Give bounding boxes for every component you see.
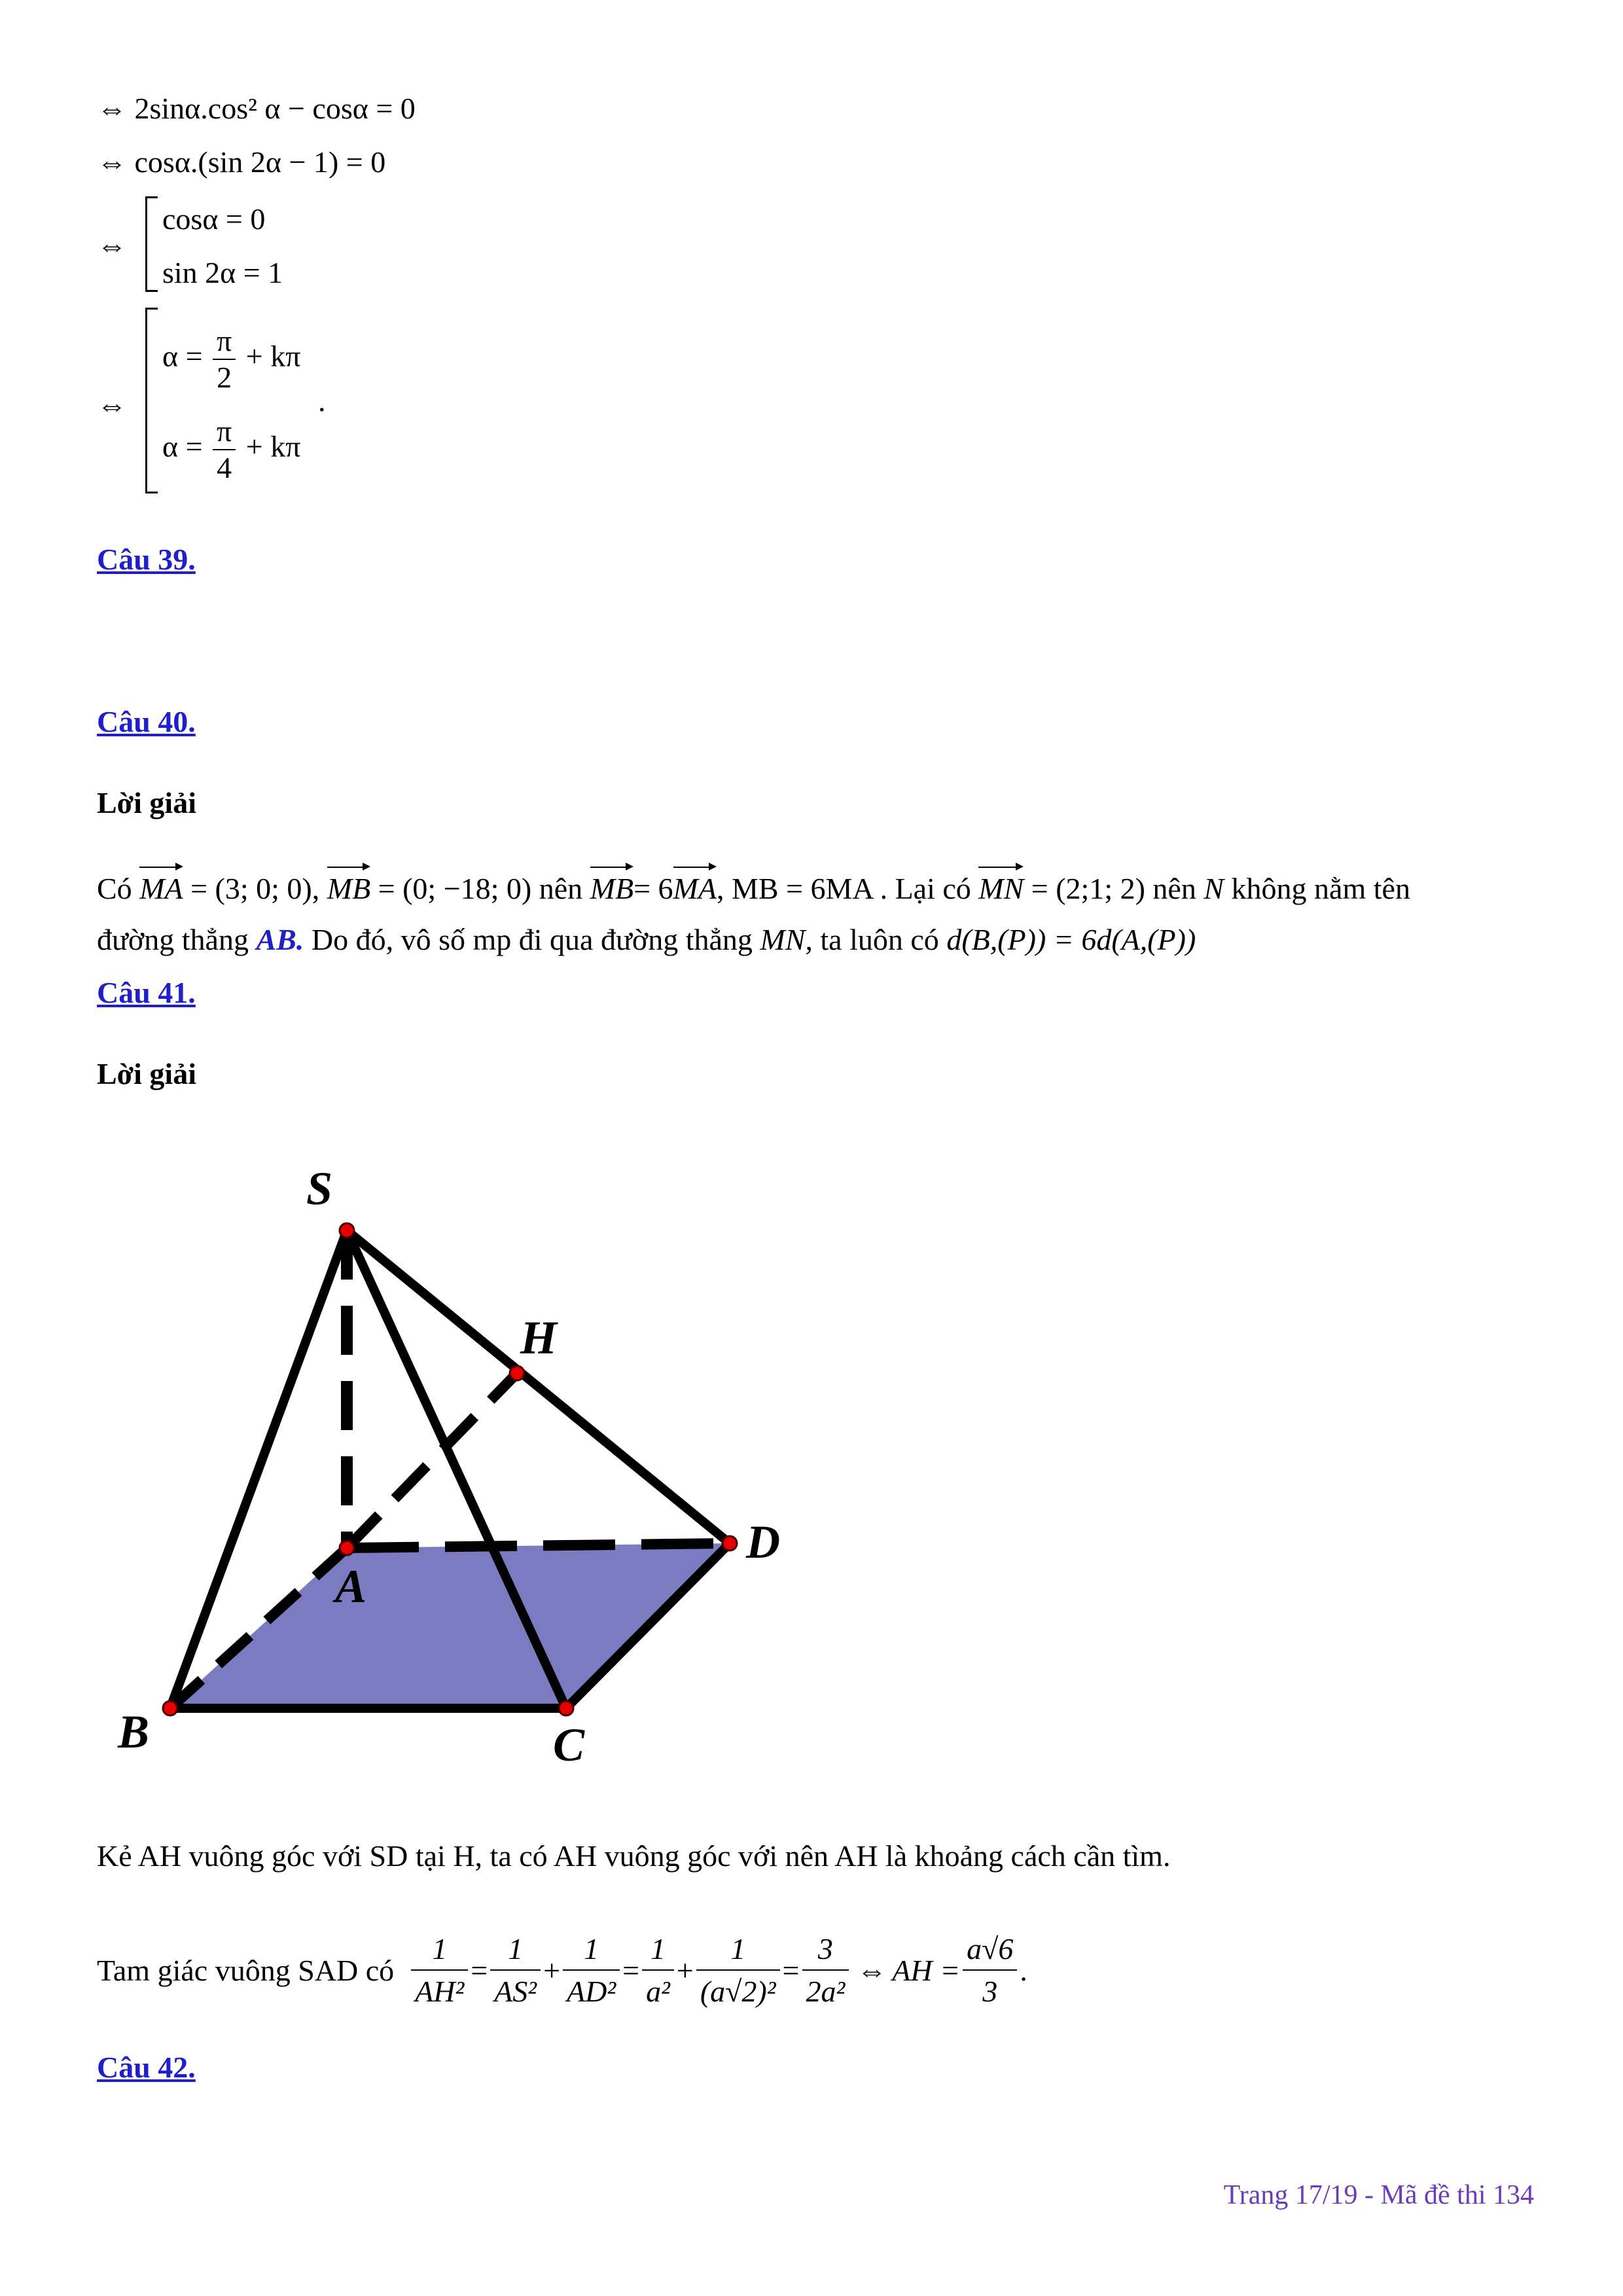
label-C: C [553, 1719, 585, 1771]
point-B [163, 1701, 177, 1715]
math-line-1: ⇔ 2sinα.cos² α − cosα = 0 [97, 92, 416, 125]
point-H [510, 1366, 524, 1380]
segment-AH [347, 1373, 517, 1548]
case-cos: cosα = 0 [162, 202, 266, 236]
label-A: A [335, 1560, 367, 1613]
fraction-1-over-a-sqrt2-sq: $\frac{1}{\text{(a√2)²}}$ [696, 1931, 780, 2009]
question-40-title[interactable]: Câu 40. [97, 705, 196, 738]
solution-2: α = $\frac{\pi}{4}$ + kπ [162, 414, 301, 484]
question-41-title[interactable]: Câu 41. [97, 976, 196, 1009]
point-C [559, 1701, 573, 1715]
pi-over-4: $\frac{\pi}{4}$ [213, 416, 236, 483]
q40-paragraph-line2: đường thẳng AB. Do đó, vô số mp đi qua đường thẳng MN, ta luôn có d(B,(P)) = 6d(A,(P)) [97, 923, 1196, 956]
point-D [722, 1536, 737, 1551]
q41-equation-line: Tam giác vuông SAD có $\frac{1}{\text{AH²}}$ = $\frac{1}{\text{AS²}}$ + $\frac{1}{\text{AD²}}$ = $\frac{1}{\text{a²}}$ + $\frac{1}{\text{(a√2)²}}$ = $\frac{3}{\text{2a²}}$ ⇔ AH = $\frac{a√6}{3}$ . [97, 1931, 1027, 2009]
q41-text-1: Kẻ AH vuông góc với SD tại H, ta có AH vuông góc với nên AH là khoảng cách cần tìm. [97, 1839, 1171, 1873]
fraction-a-sqrt6-over-3: $\frac{a√6}{3}$ [963, 1931, 1017, 2009]
label-H: H [520, 1312, 558, 1364]
page-footer: Trang 17/19 - Mã đề thi 134 [1223, 2180, 1534, 2210]
point-S [340, 1223, 354, 1238]
period: . [318, 384, 326, 418]
pi-over-2: $\frac{\pi}{2}$ [213, 326, 236, 393]
q40-paragraph-line1: Có MA = (3; 0; 0), MB = (0; −18; 0) nên MB= 6MA, MB = 6MA . Lại có MN = (2;1; 2) nên N không nằm tên [97, 870, 1543, 906]
fraction-1-over-AS2: $\frac{1}{\text{AS²}}$ [490, 1931, 541, 2009]
case-sin: sin 2α = 1 [162, 256, 283, 289]
solution-label-41: Lời giải [97, 1057, 196, 1090]
equiv-arrow-2: ⇔ [97, 388, 127, 422]
solution-1: α = $\frac{\pi}{2}$ + kπ [162, 324, 301, 394]
equiv-arrow: ⇔ [97, 228, 127, 262]
fraction-1-over-a2: $\frac{1}{\text{a²}}$ [642, 1931, 674, 2009]
math-line-2: ⇔ cosα.(sin 2α − 1) = 0 [97, 145, 386, 179]
question-39-title[interactable]: Câu 39. [97, 543, 196, 576]
question-42-title[interactable]: Câu 42. [97, 2051, 196, 2084]
point-A [340, 1541, 354, 1555]
fraction-1-over-AD2: $\frac{1}{\text{AD²}}$ [563, 1931, 620, 2009]
fraction-3-over-2a2: $\frac{3}{\text{2a²}}$ [802, 1931, 849, 2009]
fraction-1-over-AH2: $\frac{1}{\text{AH²}}$ [411, 1931, 468, 2009]
label-B: B [118, 1706, 150, 1758]
solution-label-40: Lời giải [97, 786, 196, 819]
label-D: D [746, 1516, 780, 1568]
label-S: S [306, 1162, 333, 1215]
